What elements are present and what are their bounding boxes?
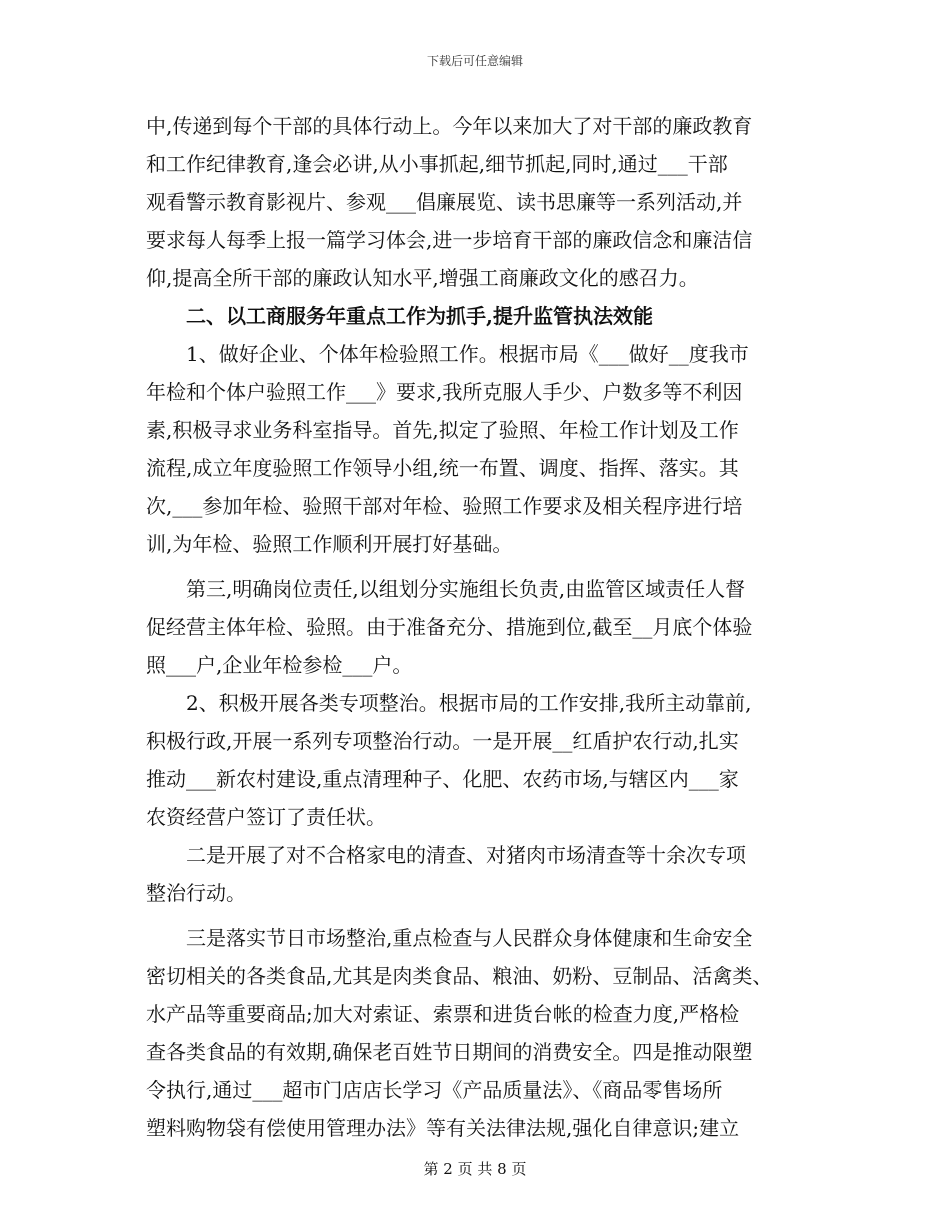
section-heading: 二、以工商服务年重点工作为抓手,提升监管执法效能: [186, 304, 653, 328]
text-line: 流程,成立年度验照工作领导小组,统一布置、调度、指挥、落实。其: [146, 456, 739, 480]
page-header-note: 下载后可任意编辑: [426, 54, 523, 68]
text-line: 照___户,企业年检参检___户。: [146, 653, 413, 677]
text-line: 次,___参加年检、验照干部对年检、验照工作要求及相关程序进行培: [146, 494, 743, 518]
page-number: 第 2 页 共 8 页: [423, 1160, 527, 1178]
text-line: 三是落实节日市场整治,重点检查与人民群众身体健康和生命安全: [186, 926, 753, 950]
text-line: 仰,提高全所干部的廉政认知水平,增强工商廉政文化的感召力。: [146, 266, 699, 290]
text-line: 查各类食品的有效期,确保老百姓节日期间的消费安全。四是推动限塑: [146, 1040, 753, 1064]
text-line: 第三,明确岗位责任,以组划分实施组长负责,由监管区域责任人督: [186, 577, 746, 601]
text-line: 中,传递到每个干部的具体行动上。今年以来加大了对干部的廉政教育: [146, 114, 753, 138]
text-line: 训,为年检、验照工作顺利开展打好基础。: [146, 532, 513, 556]
text-line: 要求每人每季上报一篇学习体会,进一步培育干部的廉政信念和廉洁信: [146, 228, 753, 252]
text-line: 推动___新农村建设,重点清理种子、化肥、农药市场,与辖区内___家: [146, 767, 739, 791]
text-line: 和工作纪律教育,逢会必讲,从小事抓起,细节抓起,同时,通过___干部: [146, 152, 728, 176]
text-line: 年检和个体户验照工作___》要求,我所克服人手少、户数多等不利因: [146, 380, 743, 404]
text-line: 水产品等重要商品;加大对索证、索票和进货台帐的检查力度,严格检: [146, 1002, 740, 1026]
text-line: 整治行动。: [146, 881, 246, 905]
text-line: 塑料购物袋有偿使用管理办法》等有关法律法规,强化自律意识;建立: [146, 1116, 740, 1140]
text-line: 2、积极开展各类专项整治。根据市局的工作安排,我所主动靠前,: [186, 691, 752, 715]
text-line: 素,积极寻求业务科室指导。首先,拟定了验照、年检工作计划及工作: [146, 418, 739, 442]
text-line: 二是开展了对不合格家电的清查、对猪肉市场清查等十余次专项: [186, 843, 746, 867]
text-line: 农资经营户签订了责任状。: [146, 805, 386, 829]
text-line: 密切相关的各类食品,尤其是肉类食品、粮油、奶粉、豆制品、活禽类、: [146, 964, 773, 988]
text-line: 令执行,通过___超市门店店长学习《产品质量法》、《商品零售场所: [146, 1078, 723, 1102]
text-line: 1、做好企业、个体年检验照工作。根据市局《___做好__度我市: [186, 342, 749, 366]
text-line: 积极行政,开展一系列专项整治行动。一是开展__红盾护农行动,扎实: [146, 729, 739, 753]
text-line: 观看警示教育影视片、参观___倡廉展览、读书思廉等一系列活动,并: [146, 190, 743, 214]
text-line: 促经营主体年检、验照。由于准备充分、措施到位,截至__月底个体验: [146, 615, 753, 639]
